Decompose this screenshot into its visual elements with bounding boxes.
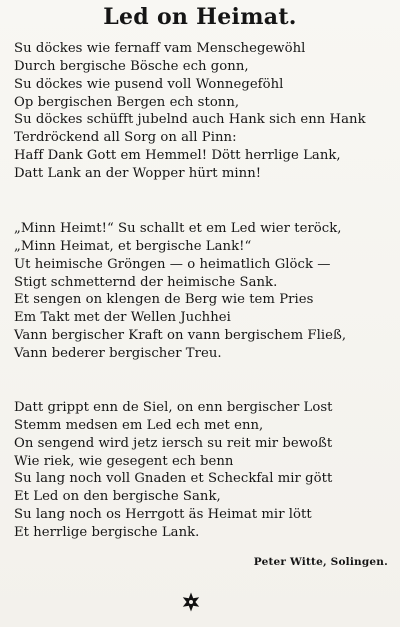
poem-line: Durch bergische Bösche ech gonn, xyxy=(14,58,249,74)
poem-line: Stemm medsen em Led ech met enn, xyxy=(14,417,264,433)
poem-line: Su döckes wie pusend voll Wonnegeföhl xyxy=(14,76,284,92)
poem-line: Su lang noch voll Gnaden et Scheckfal mir gött xyxy=(14,471,333,487)
poem-line: Su döckes schüfft jubelnd auch Hank sich enn Hank xyxy=(14,112,366,128)
poem-line: Vann bergischer Kraft on vann bergischem Fließ, xyxy=(14,328,347,344)
six-point-star-ornament-icon xyxy=(181,592,201,612)
stanza-2 xyxy=(14,220,394,363)
poem-line: „Minn Heimt!“ Su schallt et em Led wier teröck, xyxy=(14,221,342,236)
poem-line: Stigt schmetternd der heimische Sank. xyxy=(14,274,278,290)
poem-line: Su döckes wie fernaff vam Menschegewöhl xyxy=(14,41,306,56)
poem-line: Em Takt met der Wellen Juchhei xyxy=(14,310,231,326)
poem-line: Su lang noch os Herrgott äs Heimat mir lött xyxy=(14,507,312,523)
poem-line: „Minn Heimat, et bergische Lank!“ xyxy=(14,238,252,254)
poem-line: Vann bederer bergischer Treu. xyxy=(14,345,222,361)
poem-line: Wie riek, wie gesegent ech benn xyxy=(14,453,234,469)
poem-line: Et sengen on klengen de Berg wie tem Pries xyxy=(14,292,314,308)
poem-line: Haff Dank Gott em Hemmel! Dött herrlige Lank, xyxy=(14,148,341,164)
poem-line: Datt grippt enn de Siel, on enn bergischer Lost xyxy=(14,400,333,415)
poem-line: Et Led on den bergische Sank, xyxy=(14,489,221,505)
stanza-1 xyxy=(14,40,394,183)
poem-line: Datt Lank an der Wopper hürt minn! xyxy=(14,165,262,181)
poem-line: Terdröckend all Sorg on all Pinn: xyxy=(14,130,237,146)
poem-line: On sengend wird jetz iersch su reit mir bewoßt xyxy=(14,435,333,451)
poem-title: Led on Heimat. xyxy=(103,4,297,30)
poem-line: Et herrlige bergische Lank. xyxy=(14,524,200,540)
poem-line: Op bergischen Bergen ech stonn, xyxy=(14,94,240,110)
author-signature: Peter Witte, Solingen. xyxy=(253,556,388,568)
poem-line: Ut heimische Gröngen — o heimatlich Glöck — xyxy=(14,256,331,272)
stanza-3 xyxy=(14,399,394,542)
